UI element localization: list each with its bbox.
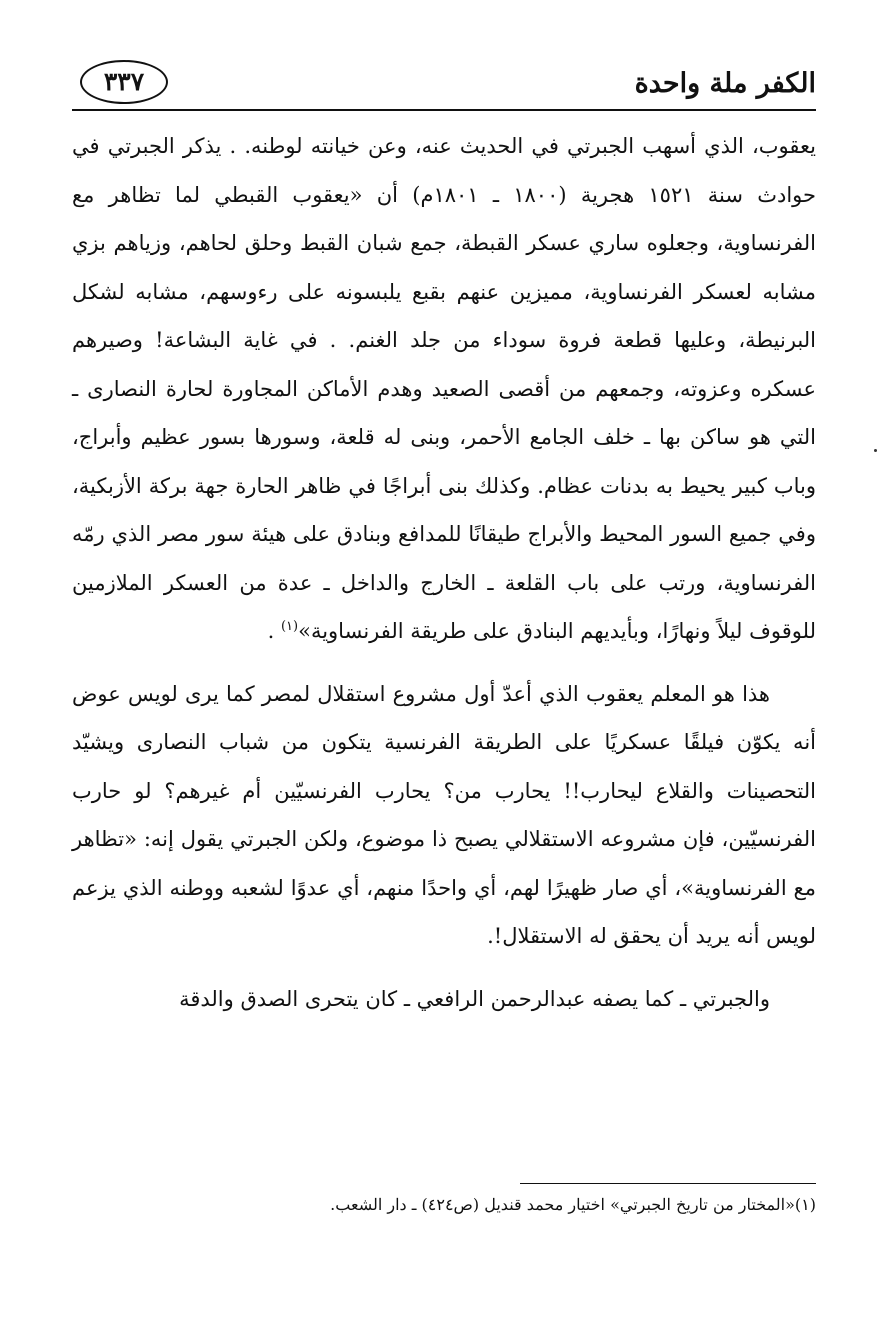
- page-number: ٣٣٧: [80, 60, 168, 104]
- running-title: الكفر ملة واحدة: [634, 68, 816, 99]
- header-divider: [72, 109, 816, 111]
- page-header: [72, 58, 816, 114]
- main-text: [72, 122, 816, 1023]
- footnote-divider: [520, 1183, 816, 1184]
- paragraph-3: والجبرتي ـ كما يصفه عبدالرحمن الرافعي ـ كان يتحرى الصدق والدقة: [179, 986, 770, 1011]
- paragraph-2: هذا هو المعلم يعقوب الذي أعدّ أول مشروع استقلال لمصر كما يرى لويس عوض أنه يكوّن فيلقًا عسكريًا على الطريقة الفرنسية يتكون من شباب النصارى ويشيّد التحصينات والقلاع ليحارب!! يحارب من؟ يحارب الفرنسيّين أم غيرهم؟ لو حارب الفرنسيّين، فإن مشروعه الاستقلالي يصبح ذا موضوع، ولكن الجبرتي يقول إنه: «تظاهر مع الفرنساوية»، أي صار ظهيرًا لهم، أي واحدًا منهم، أي عدوًا لشعبه ووطنه الذي يزعم لويس أنه يريد أن يحقق له الاستقلال!.: [72, 681, 816, 948]
- paragraph-1: [72, 122, 816, 656]
- footnote: (١)«المختار من تاريخ الجبرتي» اختيار محمد قنديل (ص٤٢٤) ـ دار الشعب.: [330, 1195, 816, 1214]
- footnote-reference-trail: .: [267, 619, 281, 643]
- margin-mark: [874, 449, 877, 452]
- footnote-reference: (١): [280, 619, 299, 634]
- paragraph-1-text: يعقوب، الذي أسهب الجبرتي في الحديث عنه، وعن خيانته لوطنه. . يذكر الجبرتي في حوادث سنة ١٥٢١ هجرية (١٨٠٠ ـ ١٨٠١م) أن «يعقوب القبطي لما تظاهر مع الفرنساوية، وجعلوه ساري عسكر القبطة، جمع شبان القبط وحلق لحاهم، وزياهم بزي مشابه لعسكر الفرنساوية، مميزين عنهم بقبع يلبسونه على رءوسهم، مشابه لشكل البرنيطة، وعليها قطعة فروة سوداء من جلد الغنم. . في غاية البشاعة! وصيرهم عسكره وعزوته، وجمعهم من أقصى الصعيد وهدم الأماكن المجاورة لحارة النصارى ـ التي هو ساكن بها ـ خلف الجامع الأحمر، وبنى له قلعة، وسورها بسور عظيم وأبراج، وباب كبير يحيط به بدنات عظام. وكذلك بنى أبراجًا في ظاهر الحارة جهة بركة الأزبكية، وفي جميع السور المحيط والأبراج طيقانًا للمدافع وبنادق على هيئة سور مصر الذي رمّه الفرنساوية، ورتب على باب القلعة ـ الخارج والداخل ـ عدة من العسكر الملازمين للوقوف ليلاً ونهارًا، وبأيديهم البنادق على طريقة الفرنساوية»: [72, 134, 817, 643]
